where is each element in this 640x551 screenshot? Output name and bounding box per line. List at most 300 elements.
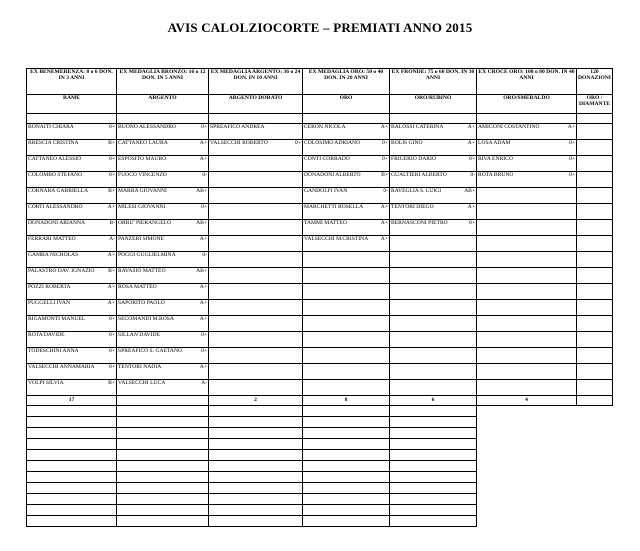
- empty-cell: [303, 505, 390, 516]
- empty-cell: [303, 516, 390, 527]
- blood-group: A-: [201, 380, 207, 386]
- blood-group: A+: [107, 252, 115, 258]
- totals-row: [27, 396, 613, 406]
- empty-cell: [117, 461, 209, 472]
- donor-cell: [27, 140, 117, 156]
- empty-cell: [117, 494, 209, 505]
- blood-group: 0-: [383, 188, 388, 194]
- table-row: [27, 348, 613, 364]
- donor-cell: [117, 268, 209, 284]
- blank-row: [27, 406, 613, 417]
- donor-name: COLOSIMO ADRIANO: [304, 140, 361, 146]
- empty-cell: [303, 461, 390, 472]
- empty-cell: [303, 417, 390, 428]
- donor-cell: [27, 172, 117, 188]
- donor-name: CATTANEO ALESSIO: [28, 156, 82, 162]
- donor-cell: [390, 300, 477, 316]
- blood-group: A+: [107, 284, 115, 290]
- blood-group: [299, 124, 301, 130]
- empty-cell: [117, 439, 209, 450]
- donor-cell: [303, 284, 390, 300]
- empty-cell: [577, 417, 613, 428]
- donor-cell: [209, 380, 303, 396]
- blood-group: A+: [199, 140, 207, 146]
- donor-cell: [577, 156, 613, 172]
- donor-name: ROTA DAVIDE: [28, 332, 65, 338]
- donor-cell: [477, 348, 577, 364]
- donor-cell: [577, 236, 613, 252]
- blood-group: B+: [108, 140, 115, 146]
- empty-cell: [390, 450, 477, 461]
- empty-cell: [390, 114, 477, 124]
- empty-cell: [577, 516, 613, 527]
- donor-cell: [303, 380, 390, 396]
- awards-table: [26, 68, 613, 527]
- donor-cell: [27, 284, 117, 300]
- donor-cell: [577, 300, 613, 316]
- blood-group: 0+: [109, 364, 115, 370]
- blank-row: [27, 428, 613, 439]
- donor-cell: [27, 188, 117, 204]
- donor-cell: [477, 236, 577, 252]
- donor-cell: [303, 156, 390, 172]
- donor-name: VALSECCHI LUCA: [118, 380, 166, 386]
- column-header: EX MEDAGLIA ARGENTO: 36 o 24 DON. IN 10 ANNI: [209, 69, 303, 95]
- empty-cell: [390, 439, 477, 450]
- donor-cell: [209, 284, 303, 300]
- donor-cell: [209, 268, 303, 284]
- donor-cell: [577, 316, 613, 332]
- column-header: EX MEDAGLIA ORO: 50 o 40 DON. IN 20 ANNI: [303, 69, 390, 95]
- donor-name: SAPORITO PAOLO: [118, 300, 165, 306]
- donor-cell: [303, 204, 390, 220]
- empty-cell: [27, 494, 117, 505]
- donor-cell: [390, 156, 477, 172]
- empty-cell: [209, 417, 303, 428]
- donor-cell: [117, 252, 209, 268]
- donor-cell: [303, 268, 390, 284]
- donor-name: CERON NICOLA: [304, 124, 346, 130]
- empty-cell: [303, 494, 390, 505]
- empty-cell: [303, 439, 390, 450]
- empty-cell: [303, 428, 390, 439]
- donor-cell: [577, 204, 613, 220]
- donor-cell: [303, 220, 390, 236]
- empty-cell: [209, 114, 303, 124]
- donor-cell: [209, 364, 303, 380]
- donor-name: TENTORI NADIA: [118, 364, 162, 370]
- donor-name: DONADONI ARIANNA: [28, 220, 86, 226]
- donor-name: TENTORI DIEGO: [391, 204, 434, 210]
- donor-cell: [390, 380, 477, 396]
- donor-name: FUOCO VINCENZO: [118, 172, 167, 178]
- donor-name: PUGGELLI IVAN: [28, 300, 71, 306]
- donor-cell: [27, 156, 117, 172]
- donor-cell: [477, 220, 577, 236]
- donor-cell: [117, 348, 209, 364]
- empty-cell: [209, 450, 303, 461]
- empty-cell: [27, 483, 117, 494]
- empty-cell: [303, 472, 390, 483]
- empty-cell: [117, 483, 209, 494]
- donor-name: VALSECCHI ANNAMARIA: [28, 364, 95, 370]
- empty-cell: [477, 483, 577, 494]
- blood-group: AB+: [196, 220, 207, 226]
- empty-cell: [577, 428, 613, 439]
- empty-cell: [390, 516, 477, 527]
- donor-name: GUALTIERI ALBERTO: [391, 172, 447, 178]
- donor-name: ESPOSITO MAURO: [118, 156, 167, 162]
- total-cell: 2: [209, 396, 303, 406]
- blood-group: 0-: [470, 172, 475, 178]
- donor-name: POZZI ROBERTA: [28, 284, 71, 290]
- blood-group: 0+: [382, 140, 388, 146]
- blank-row: [27, 439, 613, 450]
- donor-name: BALOSSI CATERINA: [391, 124, 444, 130]
- medal-header: ORO/SMERALDO: [477, 95, 577, 114]
- blood-group: 0+: [201, 124, 207, 130]
- donor-name: RAVASIO MATTEO: [118, 268, 166, 274]
- donor-cell: [27, 300, 117, 316]
- donor-name: CATTANEO LAURA: [118, 140, 168, 146]
- blank-row: [27, 450, 613, 461]
- empty-cell: [27, 428, 117, 439]
- donor-cell: [577, 140, 613, 156]
- donor-cell: [577, 348, 613, 364]
- table-row: [27, 172, 613, 188]
- empty-cell: [117, 428, 209, 439]
- table-row: [27, 124, 613, 140]
- blood-group: 0+: [109, 332, 115, 338]
- donor-cell: [117, 380, 209, 396]
- blood-group: B+: [108, 268, 115, 274]
- donor-name: PALASTRO DAV. IGNAZIO: [28, 268, 95, 274]
- blood-group: A+: [467, 140, 475, 146]
- donor-cell: [577, 268, 613, 284]
- total-cell: 6: [390, 396, 477, 406]
- donor-cell: [477, 172, 577, 188]
- blood-group: 0+: [109, 172, 115, 178]
- donor-cell: [303, 172, 390, 188]
- blood-group: 0+: [201, 348, 207, 354]
- donor-cell: [117, 140, 209, 156]
- donor-name: BOLIS GINO: [391, 140, 423, 146]
- empty-cell: [209, 439, 303, 450]
- donor-cell: [117, 236, 209, 252]
- blood-group: AB+: [196, 268, 207, 274]
- donor-cell: [390, 332, 477, 348]
- donor-cell: [117, 124, 209, 140]
- blood-group: A-: [109, 236, 115, 242]
- blood-group: AB+: [196, 188, 207, 194]
- blood-group: A+: [199, 284, 207, 290]
- donor-cell: [209, 188, 303, 204]
- donor-cell: [209, 236, 303, 252]
- donor-name: CORNARA GABRIELLA: [28, 188, 89, 194]
- empty-cell: [390, 417, 477, 428]
- empty-cell: [477, 450, 577, 461]
- medal-header: ORO / DIAMANTE: [577, 95, 613, 114]
- empty-cell: [477, 439, 577, 450]
- donor-cell: [209, 316, 303, 332]
- donor-cell: [477, 204, 577, 220]
- donor-cell: [27, 348, 117, 364]
- blood-group: A+: [107, 300, 115, 306]
- empty-cell: [577, 406, 613, 417]
- blank-row: [27, 516, 613, 527]
- table-row: [27, 300, 613, 316]
- donor-cell: [117, 156, 209, 172]
- donor-name: ROTA BRUNO: [478, 172, 514, 178]
- empty-cell: [117, 516, 209, 527]
- blood-group: A+: [467, 124, 475, 130]
- blank-row: [27, 461, 613, 472]
- donor-name: SPREAFICO ANDREA: [210, 124, 265, 130]
- empty-cell: [477, 494, 577, 505]
- donor-cell: [577, 252, 613, 268]
- empty-cell: [209, 428, 303, 439]
- donor-cell: [209, 348, 303, 364]
- blood-group: A+: [380, 124, 388, 130]
- empty-cell: [209, 472, 303, 483]
- table-row: [27, 316, 613, 332]
- blood-group: 0+: [569, 140, 575, 146]
- empty-cell: [27, 417, 117, 428]
- donor-name: MARCHETTI ROSELLA: [304, 204, 364, 210]
- donor-cell: [477, 156, 577, 172]
- blood-group: B+: [108, 380, 115, 386]
- table-row: [27, 380, 613, 396]
- empty-cell: [577, 439, 613, 450]
- donor-cell: [27, 316, 117, 332]
- donor-name: AMIGONI COSTANTINO: [478, 124, 540, 130]
- empty-cell: [577, 494, 613, 505]
- donor-cell: [209, 172, 303, 188]
- donor-name: SILLAN DAVIDE: [118, 332, 161, 338]
- blood-group: 0+: [201, 332, 207, 338]
- donor-cell: [477, 300, 577, 316]
- donor-cell: [117, 316, 209, 332]
- donor-cell: [303, 188, 390, 204]
- donor-cell: [209, 332, 303, 348]
- empty-cell: [209, 461, 303, 472]
- donor-name: BERNASCONI PIETRO: [391, 220, 448, 226]
- donor-cell: [390, 364, 477, 380]
- empty-cell: [390, 505, 477, 516]
- table-row: [27, 268, 613, 284]
- donor-cell: [303, 300, 390, 316]
- donor-cell: [117, 332, 209, 348]
- donor-name: SPREAFICO S. GAETANO: [118, 348, 183, 354]
- donor-cell: [577, 364, 613, 380]
- column-header: EX CROCE ORO: 100 o 80 DON. IN 40 ANNI: [477, 69, 577, 95]
- donor-cell: [117, 284, 209, 300]
- empty-cell: [477, 461, 577, 472]
- donor-cell: [390, 268, 477, 284]
- donor-name: VOLPI SILVIA: [28, 380, 64, 386]
- donor-name: GAMBA NICHOLAS: [28, 252, 79, 258]
- empty-cell: [477, 428, 577, 439]
- total-cell: 8: [303, 396, 390, 406]
- donor-cell: [117, 172, 209, 188]
- empty-cell: [27, 114, 117, 124]
- donor-cell: [27, 220, 117, 236]
- empty-cell: [303, 406, 390, 417]
- table-row: [27, 332, 613, 348]
- empty-cell: [27, 505, 117, 516]
- donor-name: BUONO ALESSANDRO: [118, 124, 176, 130]
- donor-cell: [577, 172, 613, 188]
- page-title: AVIS CALOLZIOCORTE – PREMIATI ANNO 2015: [167, 20, 473, 35]
- blood-group: 0+: [295, 140, 301, 146]
- table-row: [27, 156, 613, 172]
- total-cell: 17: [27, 396, 117, 406]
- donor-cell: [477, 188, 577, 204]
- column-header: EX MEDAGLIA BRONZO: 16 o 12 DON. IN 5 ANNI: [117, 69, 209, 95]
- donor-name: FERRARI MATTEO: [28, 236, 76, 242]
- donor-cell: [390, 140, 477, 156]
- empty-cell: [27, 472, 117, 483]
- donor-cell: [477, 268, 577, 284]
- donor-cell: [27, 268, 117, 284]
- donor-cell: [477, 284, 577, 300]
- donor-name: DONADONI ALBERTO: [304, 172, 361, 178]
- donor-cell: [577, 124, 613, 140]
- donor-cell: [303, 140, 390, 156]
- donor-cell: [27, 364, 117, 380]
- blood-group: A+: [467, 204, 475, 210]
- medal-header: ORO/RUBINO: [390, 95, 477, 114]
- donor-name: SECOMANDI M.ROSA: [118, 316, 174, 322]
- empty-cell: [577, 114, 613, 124]
- donor-cell: [477, 380, 577, 396]
- donor-name: ROSA MATTEO: [118, 284, 157, 290]
- blood-group: 0+: [201, 204, 207, 210]
- donor-cell: [477, 316, 577, 332]
- empty-cell: [390, 428, 477, 439]
- donor-name: PANZERI SIMONE: [118, 236, 164, 242]
- table-row: [27, 284, 613, 300]
- empty-cell: [390, 472, 477, 483]
- blood-group: A+: [380, 220, 388, 226]
- donor-name: BONAITI CHIARA: [28, 124, 74, 130]
- donor-name: ORRU' PIERANGELO: [118, 220, 172, 226]
- empty-cell: [477, 417, 577, 428]
- donor-name: BRESCIA CRISTINA: [28, 140, 79, 146]
- empty-cell: [117, 505, 209, 516]
- donor-name: COLOMBO STEFANO: [28, 172, 83, 178]
- table-row: [27, 236, 613, 252]
- medal-header: ARGENTO DORATO: [209, 95, 303, 114]
- blood-group: A+: [380, 204, 388, 210]
- blood-group: 0-: [202, 252, 207, 258]
- donor-cell: [117, 220, 209, 236]
- blood-group: AB+: [464, 188, 475, 194]
- table-row: [27, 188, 613, 204]
- donor-cell: [390, 348, 477, 364]
- donor-name: FRIGERIO DARIO: [391, 156, 436, 162]
- medal-header: ARGENTO: [117, 95, 209, 114]
- blank-row: [27, 505, 613, 516]
- empty-cell: [209, 516, 303, 527]
- blood-group: 0-: [202, 172, 207, 178]
- blood-group: 0+: [469, 156, 475, 162]
- donor-cell: [27, 252, 117, 268]
- blood-group: B+: [381, 172, 388, 178]
- empty-cell: [209, 483, 303, 494]
- empty-cell: [27, 461, 117, 472]
- blank-row: [27, 417, 613, 428]
- donor-cell: [390, 172, 477, 188]
- donor-name: TAMMI MATTEO: [304, 220, 347, 226]
- blood-group: A+: [199, 236, 207, 242]
- empty-cell: [577, 450, 613, 461]
- blank-row: [27, 483, 613, 494]
- spacer-row: [27, 114, 613, 124]
- empty-cell: [477, 114, 577, 124]
- donor-name: RIGAMONTI MANUEL: [28, 316, 86, 322]
- donor-name: MARRA GIOVANNI: [118, 188, 167, 194]
- donor-cell: [303, 124, 390, 140]
- table-row: [27, 252, 613, 268]
- blood-group: 0+: [109, 316, 115, 322]
- empty-cell: [577, 461, 613, 472]
- donor-cell: [117, 188, 209, 204]
- donor-cell: [390, 252, 477, 268]
- blood-group: A+: [199, 300, 207, 306]
- donor-cell: [303, 252, 390, 268]
- donor-cell: [390, 220, 477, 236]
- empty-cell: [117, 406, 209, 417]
- empty-cell: [303, 114, 390, 124]
- donor-cell: [117, 300, 209, 316]
- blood-group: B-: [109, 220, 115, 226]
- donor-cell: [303, 316, 390, 332]
- donor-name: VALSECCHI ROBERTO: [210, 140, 268, 146]
- empty-cell: [117, 472, 209, 483]
- empty-cell: [27, 516, 117, 527]
- donor-name: CORTI ALESSANDRO: [28, 204, 83, 210]
- donor-cell: [117, 204, 209, 220]
- donor-cell: [209, 300, 303, 316]
- donor-cell: [303, 364, 390, 380]
- donor-cell: [477, 364, 577, 380]
- donor-cell: [209, 140, 303, 156]
- donor-cell: [477, 332, 577, 348]
- medal-header: ORO: [303, 95, 390, 114]
- empty-cell: [577, 483, 613, 494]
- table-row: [27, 204, 613, 220]
- medal-header: RAME: [27, 95, 117, 114]
- empty-cell: [27, 450, 117, 461]
- column-header: EX BENEMERENZA: 8 o 6 DON. IN 3 ANNI: [27, 69, 117, 95]
- total-cell: [577, 396, 613, 406]
- blood-group: 0+: [109, 156, 115, 162]
- blood-group: A+: [567, 124, 575, 130]
- donor-cell: [27, 332, 117, 348]
- donor-cell: [27, 380, 117, 396]
- blood-group: B+: [108, 188, 115, 194]
- donor-cell: [390, 188, 477, 204]
- donor-name: RAVEGLIA S. LUIGI: [391, 188, 442, 194]
- blood-group: 0+: [382, 156, 388, 162]
- donor-cell: [303, 236, 390, 252]
- blood-group: A+: [199, 156, 207, 162]
- blood-group: 0+: [109, 124, 115, 130]
- donor-name: CONTI CORRADO: [304, 156, 350, 162]
- empty-cell: [27, 439, 117, 450]
- empty-cell: [477, 472, 577, 483]
